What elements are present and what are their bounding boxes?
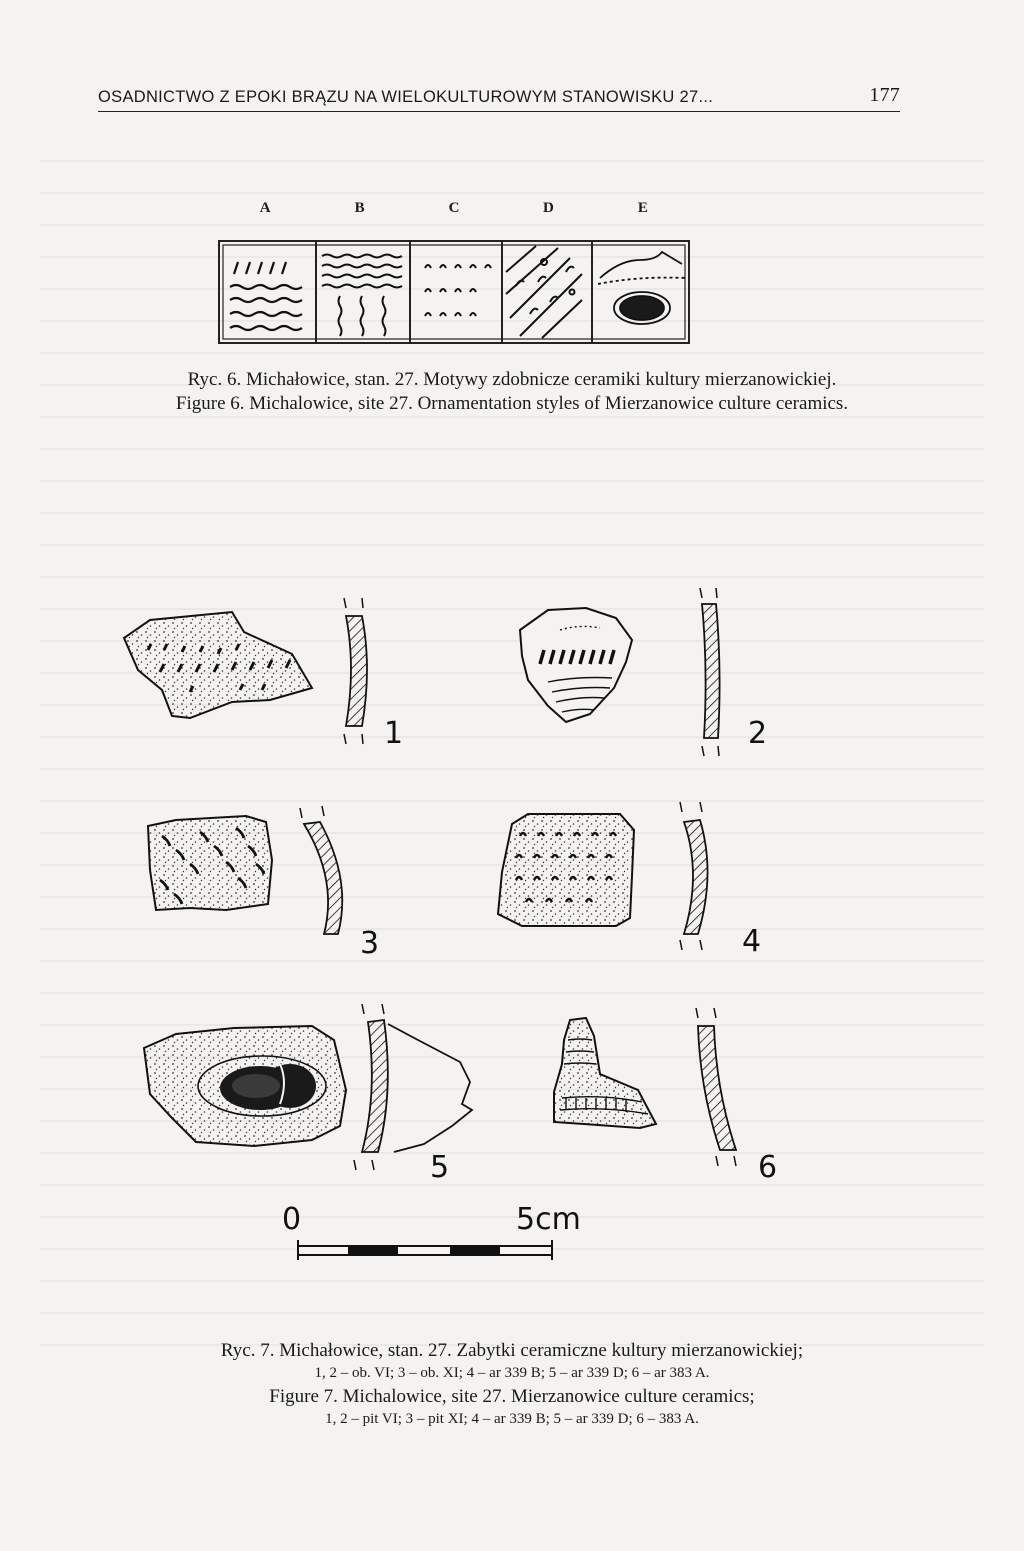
profile-3	[300, 806, 342, 934]
scale-end-label: 5cm	[516, 1202, 581, 1237]
profile-1	[344, 598, 367, 744]
profile-2	[700, 588, 720, 756]
profile-4	[680, 802, 708, 950]
item-number-5: 5	[430, 1150, 450, 1185]
figure6-caption-en: Figure 6. Michalowice, site 27. Ornamentation styles of Mierzanowice culture ceramics.	[175, 393, 849, 414]
panel-label-b: B	[354, 200, 365, 216]
panel-label-d: D	[543, 200, 554, 216]
sherd-5	[144, 1026, 346, 1146]
sherd-2	[520, 608, 632, 722]
running-title: OSADNICTWO Z EPOKI BRĄZU NA WIELOKULTUROWYM STANOWISKU 27...	[98, 88, 714, 106]
figure7-caption-en: Figure 7. Michalowice, site 27. Mierzanowice culture ceramics;	[269, 1386, 755, 1407]
sherd-6	[554, 1018, 656, 1128]
item-number-1: 1	[384, 716, 404, 751]
sherd-4	[498, 814, 634, 926]
scale-start-label: 0	[282, 1202, 302, 1237]
figure7-caption-pl-detail: 1, 2 – ob. VI; 3 – ob. XI; 4 – ar 339 B; 5 – ar 339 D; 6 – ar 383 A.	[314, 1365, 710, 1381]
figure7-caption	[80, 1339, 944, 1431]
item-number-6: 6	[758, 1150, 778, 1185]
sherd-3	[148, 816, 272, 910]
profile-5	[354, 1004, 472, 1170]
panel-label-a: A	[259, 200, 271, 216]
sherd-1	[124, 612, 312, 718]
panel-label-c: C	[448, 200, 460, 216]
figure7-caption-en-detail: 1, 2 – pit VI; 3 – pit XI; 4 – ar 339 B; 5 – ar 339 D; 6 – 383 A.	[325, 1411, 699, 1427]
profile-6	[696, 1008, 736, 1166]
item-number-2: 2	[748, 716, 768, 751]
item-number-4: 4	[742, 924, 762, 959]
item-number-3: 3	[360, 926, 380, 961]
figure6-caption-pl: Ryc. 6. Michałowice, stan. 27. Motywy zdobnicze ceramiki kultury mierzanowickiej.	[187, 369, 837, 390]
scale-bar	[298, 1240, 552, 1260]
figure7-caption-pl: Ryc. 7. Michałowice, stan. 27. Zabytki ceramiczne kultury mierzanowickiej;	[220, 1340, 804, 1361]
page-number: 177	[869, 84, 900, 106]
panel-label-e: E	[637, 200, 648, 216]
